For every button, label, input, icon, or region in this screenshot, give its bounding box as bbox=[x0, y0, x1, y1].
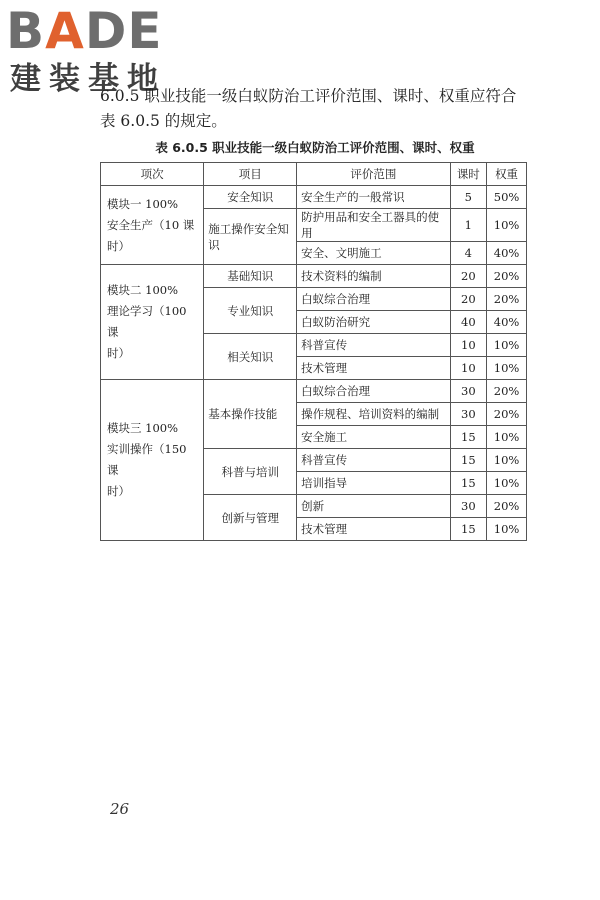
item-cell: 施工操作安全知识 bbox=[204, 209, 297, 265]
weight-cell: 40% bbox=[487, 242, 527, 265]
item-cell: 科普与培训 bbox=[204, 449, 297, 495]
weight-cell: 10% bbox=[487, 334, 527, 357]
watermark-brand: BADE bbox=[6, 2, 163, 60]
hours-cell: 30 bbox=[450, 495, 487, 518]
scope-cell: 技术资料的编制 bbox=[297, 265, 450, 288]
hours-cell: 40 bbox=[450, 311, 487, 334]
weight-cell: 40% bbox=[487, 311, 527, 334]
module-cell: 模块二 100% 理论学习（100 课 时） bbox=[101, 265, 204, 380]
scope-cell: 操作规程、培训资料的编制 bbox=[297, 403, 450, 426]
scope-cell: 防护用品和安全工器具的使用 bbox=[297, 209, 450, 242]
module-cell: 模块三 100% 实训操作（150 课 时） bbox=[101, 380, 204, 541]
scope-cell: 白蚁综合治理 bbox=[297, 288, 450, 311]
hours-cell: 5 bbox=[450, 186, 487, 209]
table-row bbox=[101, 380, 527, 403]
table-row bbox=[101, 186, 527, 209]
item-cell: 创新与管理 bbox=[204, 495, 297, 541]
weight-cell: 10% bbox=[487, 209, 527, 242]
scope-cell: 安全生产的一般常识 bbox=[297, 186, 450, 209]
weight-cell: 20% bbox=[487, 495, 527, 518]
header-weight: 权重 bbox=[487, 163, 527, 186]
hours-cell: 4 bbox=[450, 242, 487, 265]
hours-cell: 15 bbox=[450, 518, 487, 541]
scope-cell: 白蚁防治研究 bbox=[297, 311, 450, 334]
item-cell: 专业知识 bbox=[204, 288, 297, 334]
weight-cell: 10% bbox=[487, 518, 527, 541]
scope-cell: 创新 bbox=[297, 495, 450, 518]
weight-cell: 20% bbox=[487, 403, 527, 426]
header-item: 项目 bbox=[204, 163, 297, 186]
hours-cell: 15 bbox=[450, 472, 487, 495]
clause-text bbox=[100, 84, 530, 134]
scope-cell: 安全、文明施工 bbox=[297, 242, 450, 265]
scope-cell: 科普宣传 bbox=[297, 334, 450, 357]
scope-cell: 技术管理 bbox=[297, 357, 450, 380]
page-number: 26 bbox=[110, 800, 130, 818]
scope-cell: 安全施工 bbox=[297, 426, 450, 449]
hours-cell: 15 bbox=[450, 449, 487, 472]
item-cell: 相关知识 bbox=[204, 334, 297, 380]
item-cell: 基础知识 bbox=[204, 265, 297, 288]
clause-line-1: 6.0.5 职业技能一级白蚁防治工评价范围、课时、权重应符合 bbox=[100, 87, 517, 105]
weight-cell: 10% bbox=[487, 357, 527, 380]
hours-cell: 15 bbox=[450, 426, 487, 449]
table-header-row bbox=[101, 163, 527, 186]
watermark-subtitle: 建装基地 bbox=[10, 61, 166, 97]
hours-cell: 10 bbox=[450, 334, 487, 357]
weight-cell: 20% bbox=[487, 265, 527, 288]
hours-cell: 20 bbox=[450, 288, 487, 311]
item-cell: 基本操作技能 bbox=[204, 380, 297, 449]
evaluation-table bbox=[100, 162, 527, 541]
header-hours: 课时 bbox=[450, 163, 487, 186]
header-scope: 评价范围 bbox=[297, 163, 450, 186]
hours-cell: 1 bbox=[450, 209, 487, 242]
scope-cell: 技术管理 bbox=[297, 518, 450, 541]
header-category: 项次 bbox=[101, 163, 204, 186]
weight-cell: 20% bbox=[487, 288, 527, 311]
hours-cell: 10 bbox=[450, 357, 487, 380]
weight-cell: 50% bbox=[487, 186, 527, 209]
hours-cell: 30 bbox=[450, 380, 487, 403]
hours-cell: 30 bbox=[450, 403, 487, 426]
scope-cell: 白蚁综合治理 bbox=[297, 380, 450, 403]
table-caption: 表 6.0.5 职业技能一级白蚁防治工评价范围、课时、权重 bbox=[155, 140, 475, 155]
weight-cell: 10% bbox=[487, 449, 527, 472]
item-cell: 安全知识 bbox=[204, 186, 297, 209]
clause-line-2: 表 6.0.5 的规定。 bbox=[100, 112, 227, 130]
scope-cell: 培训指导 bbox=[297, 472, 450, 495]
weight-cell: 10% bbox=[487, 472, 527, 495]
weight-cell: 20% bbox=[487, 380, 527, 403]
scope-cell: 科普宣传 bbox=[297, 449, 450, 472]
module-cell: 模块一 100% 安全生产（10 课 时） bbox=[101, 186, 204, 265]
table-row bbox=[101, 265, 527, 288]
hours-cell: 20 bbox=[450, 265, 487, 288]
weight-cell: 10% bbox=[487, 426, 527, 449]
